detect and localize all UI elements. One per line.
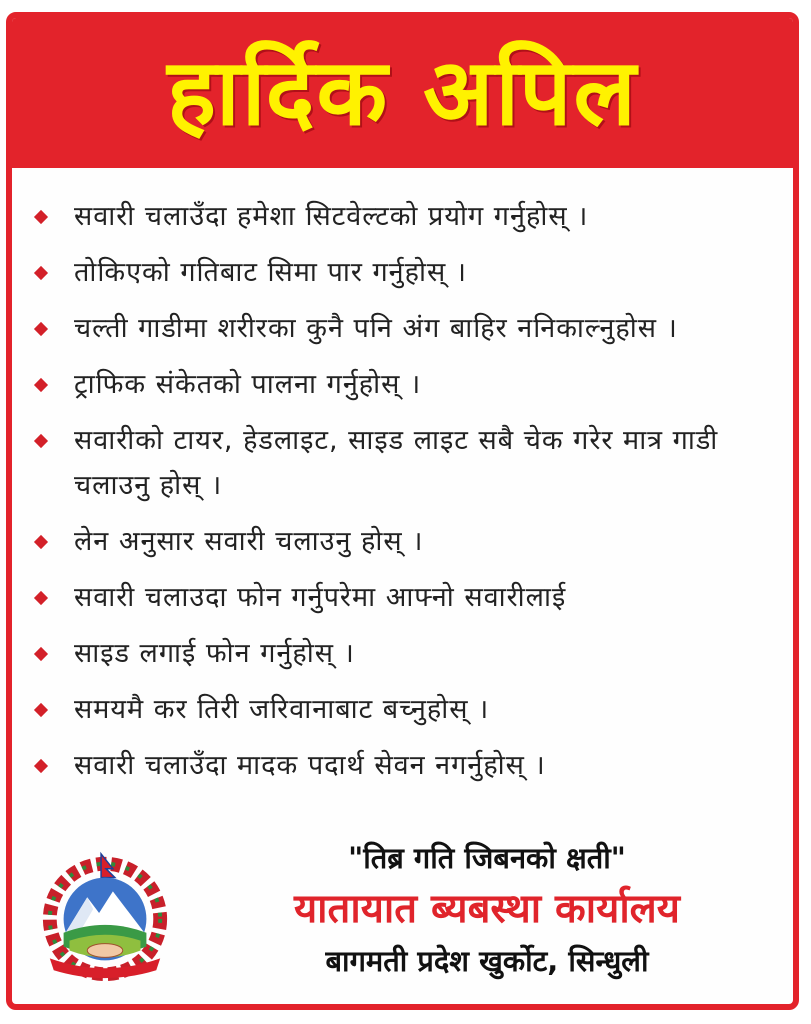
- diamond-bullet-icon: [34, 322, 48, 336]
- appeal-poster: [6, 12, 799, 1010]
- list-item: [36, 250, 791, 295]
- diamond-bullet-icon: [34, 378, 48, 392]
- appeal-text: समयमै कर तिरी जरिवानाबाट बच्नुहोस् ।: [74, 694, 490, 725]
- list-item: [36, 362, 791, 407]
- diamond-bullet-icon: [34, 535, 48, 549]
- poster-footer: [12, 830, 793, 1005]
- diamond-bullet-icon: [34, 647, 48, 661]
- list-item: [36, 519, 791, 564]
- diamond-bullet-icon: [34, 703, 48, 717]
- office-name: यातायात ब्यबस्था कार्यालय: [293, 886, 680, 932]
- list-item: [36, 418, 791, 508]
- appeal-text: सवारी चलाउदा फोन गर्नुपरेमा आफ्नो सवारीलाई: [74, 582, 567, 613]
- list-item: [36, 631, 791, 676]
- diamond-bullet-icon: [34, 210, 48, 224]
- office-address: बागमती प्रदेश खुर्कोट, सिन्धुली: [325, 944, 649, 978]
- list-item: [36, 194, 791, 239]
- slogan: "तिब्र गति जिबनको क्षती": [348, 841, 626, 875]
- appeal-text: ट्राफिक संकेतको पालना गर्नुहोस् ।: [74, 369, 422, 400]
- title-banner: [12, 18, 793, 168]
- appeal-text: लेन अनुसार सवारी चलाउनु होस् ।: [74, 526, 424, 557]
- poster-title: हार्दिक अपिल: [167, 39, 638, 146]
- appeal-text: साइड लगाई फोन गर्नुहोस् ।: [74, 638, 355, 669]
- diamond-bullet-icon: [34, 434, 48, 448]
- list-item: [36, 306, 791, 351]
- diamond-bullet-icon: [34, 591, 48, 605]
- appeal-text: सवारी चलाउँदा हमेशा सिटवेल्टको प्रयोग गर्नुहोस् ।: [74, 201, 589, 232]
- nepal-government-emblem-icon: [36, 848, 174, 986]
- diamond-bullet-icon: [34, 266, 48, 280]
- appeal-text: सवारी चलाउँदा मादक पदार्थ सेवन नगर्नुहोस् ।: [74, 750, 546, 781]
- list-item: [36, 575, 791, 620]
- footer-text-block: [187, 830, 787, 984]
- appeal-text: चल्ती गाडीमा शरीरका कुनै पनि अंग बाहिर ननिकाल्नुहोस ।: [74, 313, 678, 344]
- appeal-text: तोकिएको गतिबाट सिमा पार गर्नुहोस् ।: [74, 257, 468, 288]
- appeal-text: सवारीको टायर, हेडलाइट, साइड लाइट सबै चेक गरेर मात्र गाडी चलाउनु होस् ।: [74, 425, 719, 501]
- diamond-bullet-icon: [34, 759, 48, 773]
- appeal-list: [36, 194, 791, 799]
- list-item: [36, 687, 791, 732]
- list-item: [36, 743, 791, 788]
